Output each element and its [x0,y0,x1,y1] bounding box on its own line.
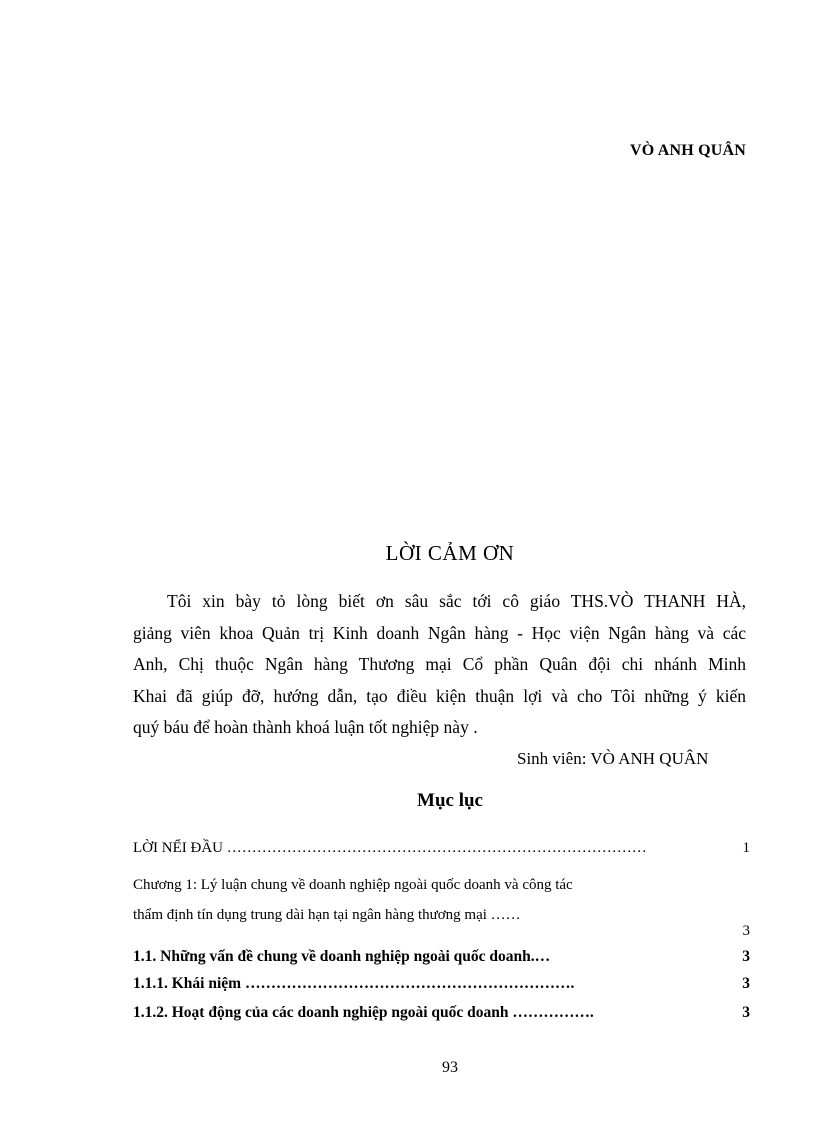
toc-entry-page: 1 [742,840,750,856]
toc-entry-title: thẩm định tín dụng trung dài hạn tại ngân hàng thương mại …… [133,907,521,923]
acknowledgement-line: quý báu để hoàn thành khoá luận tốt nghiệp này . [133,717,478,737]
toc-entry-page: 3 [742,923,750,939]
toc-title: Mục lục [417,790,483,811]
acknowledgement-title: LỜI CẢM ƠN [385,541,515,565]
toc-entry-title: 1.1.2. Hoạt động của các doanh nghiệp ngoài quốc doanh ……………. [133,1004,594,1021]
toc-entry-page: 3 [742,1004,750,1021]
acknowledgement-line: giảng viên khoa Quản trị Kinh doanh Ngân hàng - Học viện Ngân hàng và các [133,622,746,643]
author-name: VÒ ANH QUÂN [630,142,746,159]
signature: Sinh viên: VÒ ANH QUÂN [517,749,709,768]
acknowledgement-line: Anh, Chị thuộc Ngân hàng Thương mại Cổ phần Quân đội chi nhánh Minh [133,654,746,674]
acknowledgement-body [133,586,746,744]
toc-entry-title: 1.1. Những vấn đề chung về doanh nghiệp ngoài quốc doanh.… [133,948,551,965]
page-number: 93 [442,1059,458,1076]
toc-entry-title: Chương 1: Lý luận chung về doanh nghiệp ngoài quốc doanh và công tác [133,877,573,893]
toc-entry-title: 1.1.1. Khái niệm ………………………………………………………. [133,975,575,992]
toc-entry-title: LỜI NỂI ĐẦU ………………………………………………………………………… [133,840,647,856]
acknowledgement-line: Khai đã giúp đỡ, hướng dẫn, tạo điều kiện thuận lợi và cho Tôi những ý kiến [133,685,746,706]
acknowledgement-line: Tôi xin bày tỏ lòng biết ơn sâu sắc tới cô giáo THS.VÒ THANH HÀ, [167,591,746,611]
toc-entry-page: 3 [742,975,750,992]
toc-entry-page: 3 [742,948,750,965]
